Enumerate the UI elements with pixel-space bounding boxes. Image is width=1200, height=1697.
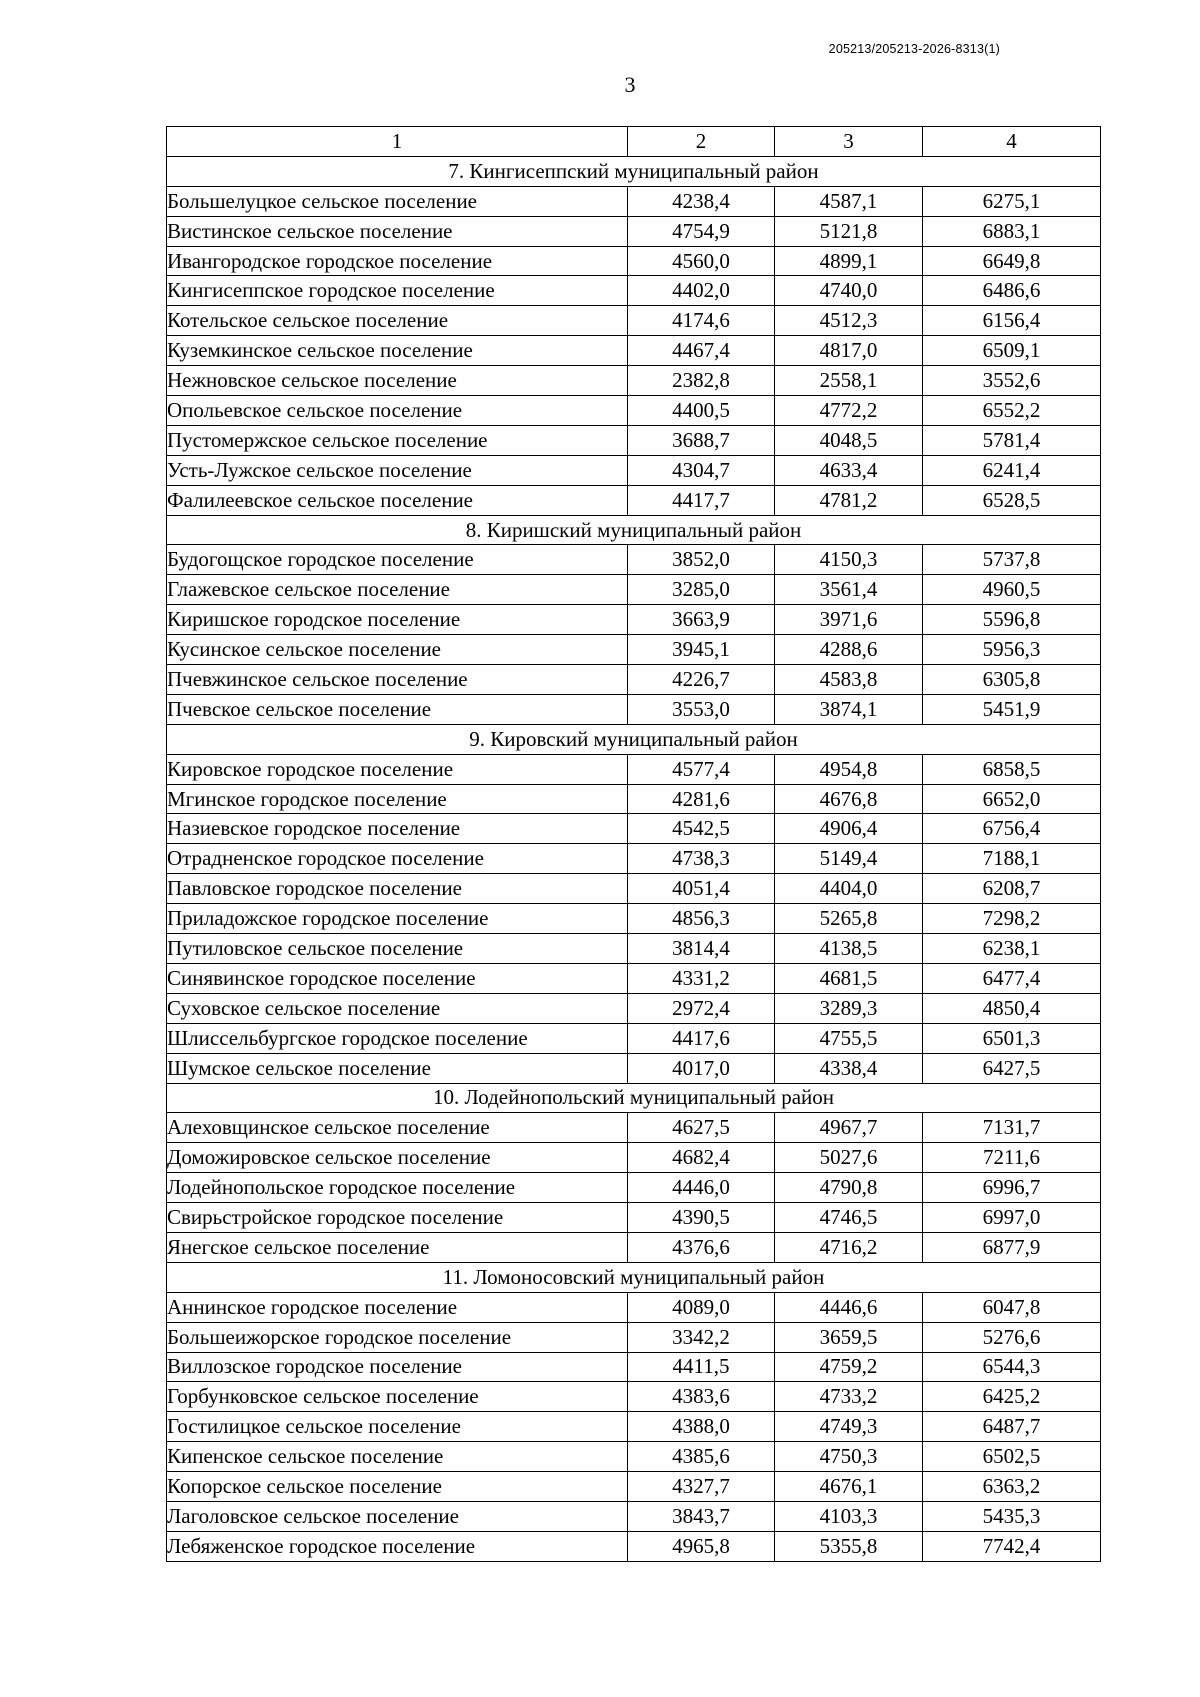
value-col-4-cell: 6649,8 <box>923 246 1101 276</box>
value-col-2-cell: 4627,5 <box>628 1113 775 1143</box>
settlement-name-cell: Ивангородское городское поселение <box>167 246 628 276</box>
table-row <box>167 904 1101 934</box>
section-title: 11. Ломоносовский муниципальный район <box>167 1262 1101 1292</box>
value-col-4-cell: 6047,8 <box>923 1292 1101 1322</box>
table-row <box>167 1173 1101 1203</box>
value-col-4-cell: 6363,2 <box>923 1472 1101 1502</box>
section-header-row <box>167 724 1101 754</box>
table-row <box>167 1382 1101 1412</box>
value-col-2-cell: 3285,0 <box>628 575 775 605</box>
value-col-4-cell: 6552,2 <box>923 396 1101 426</box>
value-col-4-cell: 5956,3 <box>923 635 1101 665</box>
value-col-2-cell: 4383,6 <box>628 1382 775 1412</box>
value-col-4-cell: 6544,3 <box>923 1352 1101 1382</box>
settlement-name-cell: Кингисеппское городское поселение <box>167 276 628 306</box>
table-row <box>167 306 1101 336</box>
table-row <box>167 963 1101 993</box>
table-row <box>167 366 1101 396</box>
value-col-4-cell: 6425,2 <box>923 1382 1101 1412</box>
section-header-row <box>167 1262 1101 1292</box>
value-col-2-cell: 4400,5 <box>628 396 775 426</box>
value-col-3-cell: 4676,8 <box>775 784 923 814</box>
value-col-2-cell: 4446,0 <box>628 1173 775 1203</box>
value-col-3-cell: 4790,8 <box>775 1173 923 1203</box>
value-col-3-cell: 4338,4 <box>775 1053 923 1083</box>
value-col-4-cell: 5451,9 <box>923 694 1101 724</box>
value-col-2-cell: 3814,4 <box>628 934 775 964</box>
value-col-2-cell: 4560,0 <box>628 246 775 276</box>
settlement-name-cell: Пчевское сельское поселение <box>167 694 628 724</box>
value-col-3-cell: 5121,8 <box>775 216 923 246</box>
value-col-2-cell: 4417,6 <box>628 1023 775 1053</box>
value-col-4-cell: 6156,4 <box>923 306 1101 336</box>
value-col-3-cell: 2558,1 <box>775 366 923 396</box>
value-col-4-cell: 6427,5 <box>923 1053 1101 1083</box>
settlement-name-cell: Приладожское городское поселение <box>167 904 628 934</box>
settlement-name-cell: Аннинское городское поселение <box>167 1292 628 1322</box>
settlement-name-cell: Мгинское городское поселение <box>167 784 628 814</box>
value-col-2-cell: 4390,5 <box>628 1203 775 1233</box>
value-col-2-cell: 4411,5 <box>628 1352 775 1382</box>
settlement-name-cell: Отрадненское городское поселение <box>167 844 628 874</box>
settlement-name-cell: Будогощское городское поселение <box>167 545 628 575</box>
settlement-name-cell: Опольевское сельское поселение <box>167 396 628 426</box>
value-col-3-cell: 4740,0 <box>775 276 923 306</box>
settlement-name-cell: Вистинское сельское поселение <box>167 216 628 246</box>
section-header-row <box>167 1083 1101 1113</box>
settlement-name-cell: Куземкинское сельское поселение <box>167 336 628 366</box>
value-col-2-cell: 3852,0 <box>628 545 775 575</box>
header-col-3: 3 <box>775 127 923 157</box>
table-row <box>167 605 1101 635</box>
table-row <box>167 186 1101 216</box>
table-row <box>167 545 1101 575</box>
table-row <box>167 1053 1101 1083</box>
section-title: 9. Кировский муниципальный район <box>167 724 1101 754</box>
value-col-3-cell: 5355,8 <box>775 1531 923 1561</box>
value-col-3-cell: 5027,6 <box>775 1143 923 1173</box>
settlement-name-cell: Доможировское сельское поселение <box>167 1143 628 1173</box>
value-col-4-cell: 5276,6 <box>923 1322 1101 1352</box>
table-row <box>167 246 1101 276</box>
value-col-4-cell: 6858,5 <box>923 754 1101 784</box>
value-col-4-cell: 6877,9 <box>923 1232 1101 1262</box>
value-col-4-cell: 6486,6 <box>923 276 1101 306</box>
value-col-3-cell: 4676,1 <box>775 1472 923 1502</box>
table-row <box>167 754 1101 784</box>
value-col-3-cell: 4759,2 <box>775 1352 923 1382</box>
settlement-name-cell: Кипенское сельское поселение <box>167 1442 628 1472</box>
value-col-4-cell: 6883,1 <box>923 216 1101 246</box>
settlement-name-cell: Большелуцкое сельское поселение <box>167 186 628 216</box>
settlement-name-cell: Фалилеевское сельское поселение <box>167 485 628 515</box>
value-col-4-cell: 6528,5 <box>923 485 1101 515</box>
settlement-name-cell: Нежновское сельское поселение <box>167 366 628 396</box>
page-number: 3 <box>624 72 636 97</box>
value-col-2-cell: 4051,4 <box>628 874 775 904</box>
table-row <box>167 993 1101 1023</box>
table-row <box>167 784 1101 814</box>
value-col-2-cell: 4682,4 <box>628 1143 775 1173</box>
value-col-3-cell: 4583,8 <box>775 665 923 695</box>
settlement-name-cell: Большеижорское городское поселение <box>167 1322 628 1352</box>
settlement-name-cell: Суховское сельское поселение <box>167 993 628 1023</box>
value-col-3-cell: 4446,6 <box>775 1292 923 1322</box>
value-col-3-cell: 4103,3 <box>775 1501 923 1531</box>
value-col-4-cell: 7131,7 <box>923 1113 1101 1143</box>
settlement-name-cell: Горбунковское сельское поселение <box>167 1382 628 1412</box>
header-col-1: 1 <box>167 127 628 157</box>
table-row <box>167 485 1101 515</box>
table-row <box>167 575 1101 605</box>
value-col-2-cell: 3843,7 <box>628 1501 775 1531</box>
table-row <box>167 336 1101 366</box>
value-col-4-cell: 6652,0 <box>923 784 1101 814</box>
document-id: 205213/205213-2026-8313(1) <box>828 42 1000 56</box>
value-col-4-cell: 4850,4 <box>923 993 1101 1023</box>
value-col-4-cell: 7298,2 <box>923 904 1101 934</box>
value-col-3-cell: 4150,3 <box>775 545 923 575</box>
value-col-2-cell: 4577,4 <box>628 754 775 784</box>
table-row <box>167 1113 1101 1143</box>
value-col-2-cell: 2972,4 <box>628 993 775 1023</box>
value-col-2-cell: 4226,7 <box>628 665 775 695</box>
value-col-3-cell: 4681,5 <box>775 963 923 993</box>
value-col-3-cell: 3874,1 <box>775 694 923 724</box>
settlement-name-cell: Синявинское городское поселение <box>167 963 628 993</box>
settlement-name-cell: Котельское сельское поселение <box>167 306 628 336</box>
value-col-3-cell: 4954,8 <box>775 754 923 784</box>
table-row <box>167 1203 1101 1233</box>
table-row <box>167 934 1101 964</box>
data-table <box>166 126 1101 1562</box>
value-col-3-cell: 3971,6 <box>775 605 923 635</box>
value-col-3-cell: 4633,4 <box>775 455 923 485</box>
settlement-name-cell: Алеховщинское сельское поселение <box>167 1113 628 1143</box>
table-row <box>167 425 1101 455</box>
value-col-4-cell: 6502,5 <box>923 1442 1101 1472</box>
value-col-3-cell: 4772,2 <box>775 396 923 426</box>
settlement-name-cell: Лебяженское городское поселение <box>167 1531 628 1561</box>
section-header-row <box>167 156 1101 186</box>
value-col-4-cell: 6238,1 <box>923 934 1101 964</box>
value-col-2-cell: 4017,0 <box>628 1053 775 1083</box>
value-col-3-cell: 4288,6 <box>775 635 923 665</box>
value-col-4-cell: 4960,5 <box>923 575 1101 605</box>
header-col-2: 2 <box>628 127 775 157</box>
value-col-2-cell: 4238,4 <box>628 186 775 216</box>
settlement-name-cell: Пчевжинское сельское поселение <box>167 665 628 695</box>
settlement-name-cell: Киришское городское поселение <box>167 605 628 635</box>
value-col-3-cell: 4749,3 <box>775 1412 923 1442</box>
table-row <box>167 1442 1101 1472</box>
settlement-name-cell: Павловское городское поселение <box>167 874 628 904</box>
value-col-2-cell: 3945,1 <box>628 635 775 665</box>
value-col-3-cell: 4817,0 <box>775 336 923 366</box>
value-col-2-cell: 4965,8 <box>628 1531 775 1561</box>
table-row <box>167 1322 1101 1352</box>
table-row <box>167 1412 1101 1442</box>
value-col-4-cell: 7188,1 <box>923 844 1101 874</box>
value-col-2-cell: 3663,9 <box>628 605 775 635</box>
value-col-3-cell: 4750,3 <box>775 1442 923 1472</box>
value-col-4-cell: 6501,3 <box>923 1023 1101 1053</box>
value-col-4-cell: 6305,8 <box>923 665 1101 695</box>
value-col-2-cell: 4327,7 <box>628 1472 775 1502</box>
value-col-4-cell: 5435,3 <box>923 1501 1101 1531</box>
value-col-4-cell: 6509,1 <box>923 336 1101 366</box>
value-col-2-cell: 4174,6 <box>628 306 775 336</box>
value-col-2-cell: 4331,2 <box>628 963 775 993</box>
value-col-2-cell: 3553,0 <box>628 694 775 724</box>
table-row <box>167 814 1101 844</box>
settlement-name-cell: Шумское сельское поселение <box>167 1053 628 1083</box>
settlement-name-cell: Янегское сельское поселение <box>167 1232 628 1262</box>
value-col-3-cell: 4048,5 <box>775 425 923 455</box>
value-col-3-cell: 4404,0 <box>775 874 923 904</box>
value-col-3-cell: 4587,1 <box>775 186 923 216</box>
value-col-4-cell: 5596,8 <box>923 605 1101 635</box>
value-col-2-cell: 4417,7 <box>628 485 775 515</box>
table-row <box>167 1292 1101 1322</box>
value-col-3-cell: 5149,4 <box>775 844 923 874</box>
value-col-4-cell: 6487,7 <box>923 1412 1101 1442</box>
value-col-3-cell: 3561,4 <box>775 575 923 605</box>
value-col-2-cell: 4738,3 <box>628 844 775 874</box>
value-col-2-cell: 4089,0 <box>628 1292 775 1322</box>
settlement-name-cell: Назиевское городское поселение <box>167 814 628 844</box>
value-col-2-cell: 4754,9 <box>628 216 775 246</box>
value-col-2-cell: 4281,6 <box>628 784 775 814</box>
value-col-4-cell: 3552,6 <box>923 366 1101 396</box>
value-col-2-cell: 2382,8 <box>628 366 775 396</box>
value-col-3-cell: 3659,5 <box>775 1322 923 1352</box>
value-col-3-cell: 4781,2 <box>775 485 923 515</box>
value-col-2-cell: 4385,6 <box>628 1442 775 1472</box>
value-col-3-cell: 4512,3 <box>775 306 923 336</box>
section-title: 8. Киришский муниципальный район <box>167 515 1101 545</box>
table-row <box>167 1501 1101 1531</box>
section-title: 7. Кингисеппский муниципальный район <box>167 156 1101 186</box>
table-body <box>167 127 1101 1562</box>
table-row <box>167 844 1101 874</box>
settlement-name-cell: Глажевское сельское поселение <box>167 575 628 605</box>
value-col-3-cell: 4138,5 <box>775 934 923 964</box>
settlement-name-cell: Пустомержское сельское поселение <box>167 425 628 455</box>
table-row <box>167 216 1101 246</box>
value-col-2-cell: 4304,7 <box>628 455 775 485</box>
value-col-3-cell: 4967,7 <box>775 1113 923 1143</box>
value-col-3-cell: 3289,3 <box>775 993 923 1023</box>
value-col-2-cell: 4388,0 <box>628 1412 775 1442</box>
value-col-3-cell: 4755,5 <box>775 1023 923 1053</box>
value-col-4-cell: 6756,4 <box>923 814 1101 844</box>
value-col-4-cell: 6241,4 <box>923 455 1101 485</box>
table-row <box>167 1531 1101 1561</box>
table-row <box>167 635 1101 665</box>
settlement-name-cell: Путиловское сельское поселение <box>167 934 628 964</box>
settlement-name-cell: Копорское сельское поселение <box>167 1472 628 1502</box>
value-col-4-cell: 6275,1 <box>923 186 1101 216</box>
settlement-name-cell: Лаголовское сельское поселение <box>167 1501 628 1531</box>
section-title: 10. Лодейнопольский муниципальный район <box>167 1083 1101 1113</box>
value-col-2-cell: 3342,2 <box>628 1322 775 1352</box>
settlement-name-cell: Гостилицкое сельское поселение <box>167 1412 628 1442</box>
table-row <box>167 396 1101 426</box>
settlement-name-cell: Свирьстройское городское поселение <box>167 1203 628 1233</box>
table-row <box>167 455 1101 485</box>
settlement-name-cell: Лодейнопольское городское поселение <box>167 1173 628 1203</box>
value-col-2-cell: 4402,0 <box>628 276 775 306</box>
header-col-4: 4 <box>923 127 1101 157</box>
table-row <box>167 276 1101 306</box>
value-col-4-cell: 6208,7 <box>923 874 1101 904</box>
value-col-3-cell: 4906,4 <box>775 814 923 844</box>
settlement-name-cell: Кировское городское поселение <box>167 754 628 784</box>
table-row <box>167 1472 1101 1502</box>
value-col-3-cell: 4746,5 <box>775 1203 923 1233</box>
table-row <box>167 1143 1101 1173</box>
section-header-row <box>167 515 1101 545</box>
table-row <box>167 1232 1101 1262</box>
value-col-4-cell: 7742,4 <box>923 1531 1101 1561</box>
value-col-2-cell: 4856,3 <box>628 904 775 934</box>
value-col-3-cell: 5265,8 <box>775 904 923 934</box>
value-col-4-cell: 5781,4 <box>923 425 1101 455</box>
value-col-2-cell: 4376,6 <box>628 1232 775 1262</box>
table-row <box>167 694 1101 724</box>
table-row <box>167 874 1101 904</box>
value-col-3-cell: 4716,2 <box>775 1232 923 1262</box>
value-col-2-cell: 4542,5 <box>628 814 775 844</box>
value-col-4-cell: 6996,7 <box>923 1173 1101 1203</box>
value-col-3-cell: 4899,1 <box>775 246 923 276</box>
value-col-4-cell: 5737,8 <box>923 545 1101 575</box>
table-row <box>167 1023 1101 1053</box>
value-col-4-cell: 7211,6 <box>923 1143 1101 1173</box>
settlement-name-cell: Кусинское сельское поселение <box>167 635 628 665</box>
table-row <box>167 1352 1101 1382</box>
value-col-2-cell: 3688,7 <box>628 425 775 455</box>
table-row <box>167 665 1101 695</box>
value-col-4-cell: 6477,4 <box>923 963 1101 993</box>
header-row <box>167 127 1101 157</box>
settlement-name-cell: Усть-Лужское сельское поселение <box>167 455 628 485</box>
value-col-4-cell: 6997,0 <box>923 1203 1101 1233</box>
settlement-name-cell: Шлиссельбургское городское поселение <box>167 1023 628 1053</box>
value-col-3-cell: 4733,2 <box>775 1382 923 1412</box>
settlement-name-cell: Виллозское городское поселение <box>167 1352 628 1382</box>
value-col-2-cell: 4467,4 <box>628 336 775 366</box>
